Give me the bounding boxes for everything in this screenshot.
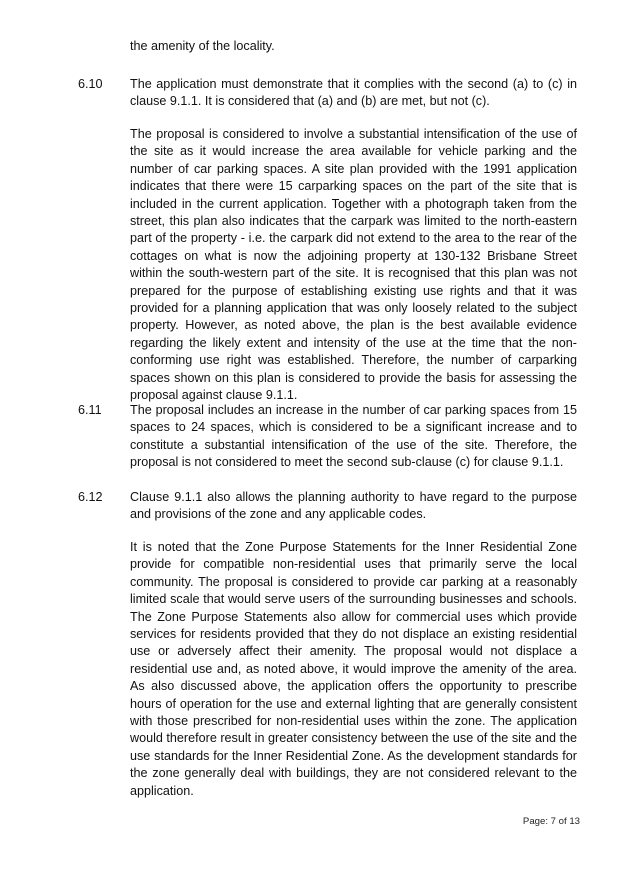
section-paragraph: The proposal is considered to involve a substantial intensification of the use of the site as it would increase the area available for vehicle parking and the number of car parking spaces. A site plan provided with the 1991 application indicates that there were 15 carparking spaces on the part of the site that is included in the current application. Together with a photograph taken from the street, this plan also indicates that the carpark was limited to the north-eastern part of the property - i.e. the carpark did not extend to the area to the rear of the cottages on what is now the adjoining property at 130-132 Brisbane Street within the south-western part of the site. It is recognised that this plan was not prepared for the purpose of establishing existing use rights and that it was provided for a planning application that was only loosely related to the subject property. However, as noted above, the plan is the best available evidence regarding the likely extent and intensity of the use at the time that the non-conforming use right was established. Therefore, the number of carparking spaces shown on this plan is considered to provide the basis for assessing the proposal against clause 9.1.1. bbox=[130, 127, 577, 403]
section-number: 6.12 bbox=[78, 490, 103, 504]
section-paragraph: The application must demonstrate that it complies with the second (a) to (c) in clause 9.1.1. It is considered that (a) and (b) are met, but not (c). bbox=[130, 77, 577, 109]
section-number: 6.10 bbox=[78, 77, 103, 91]
page-number: Page: 7 of 13 bbox=[522, 816, 580, 827]
section-number: 6.11 bbox=[78, 403, 102, 417]
section-paragraph: The proposal includes an increase in the number of car parking spaces from 15 spaces to 24 spaces, which is considered to be a significant increase and to constitute a substantial intensification of the use of the site. Therefore, the proposal is not considered to meet the second sub-clause (c) for clause 9.1.1. bbox=[130, 403, 577, 470]
intro-paragraph: the amenity of the locality. bbox=[130, 39, 275, 53]
section-paragraph: Clause 9.1.1 also allows the planning authority to have regard to the purpose and provisions of the zone and any applicable codes. bbox=[130, 490, 577, 522]
section-paragraph: It is noted that the Zone Purpose Statements for the Inner Residential Zone provide for compatible non-residential uses that primarily serve the local community. The proposal is considered to provide car parking at a reasonably limited scale that would serve users of the surrounding businesses and schools. The Zone Purpose Statements also allow for commercial uses which provide services for residents provided that they do not displace an existing residential use or adversely affect their amenity. The proposal would not displace a residential use and, as noted above, it would improve the amenity of the area. As also discussed above, the application offers the opportunity to prescribe hours of operation for the use and external lighting that are generally consistent with those prescribed for non-residential uses within the zone. The application would therefore result in greater consistency between the use of the site and the use standards for the Inner Residential Zone. As the development standards for the zone generally deal with buildings, they are not considered relevant to the application. bbox=[130, 540, 577, 798]
